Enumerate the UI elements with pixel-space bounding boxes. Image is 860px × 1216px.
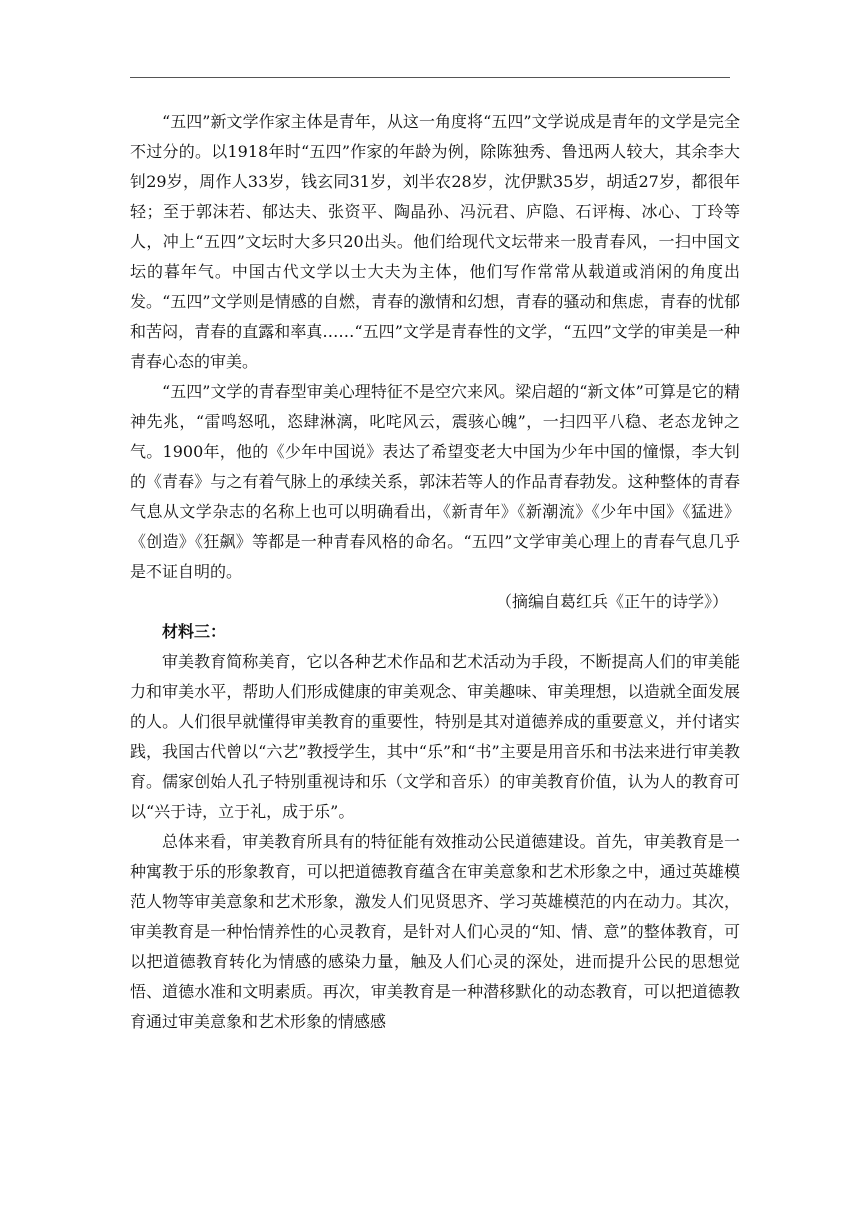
source-citation: （摘编自葛红兵《正午的诗学》） bbox=[495, 592, 728, 611]
header-rule bbox=[130, 77, 730, 78]
document-body bbox=[130, 107, 740, 1037]
paragraph-aesthetic-education: 审美教育简称美育，它以各种艺术作品和艺术活动为手段，不断提高人们的审美能力和审美水平，帮助人们形成健康的审美观念、审美趣味、审美理想，以造就全面发展的人。人们很早就懂得审美教育的重要性，特别是其对道德养成的重要意义，并付诸实践，我国古代曾以“六艺”教授学生，其中“乐”和“书”主要是用音乐和书法来进行审美教育。儒家创始人孔子特别重视诗和乐（文学和音乐）的审美教育价值，认为人的教育可以“兴于诗，立于礼，成于乐”。 bbox=[130, 652, 740, 821]
paragraph-youth-aesthetics: “五四”文学的青春型审美心理特征不是空穴来风。梁启超的“新文体”可算是它的精神先兆，“雷鸣怒吼，恣肆淋漓，叱咤风云，震骇心魄”，一扫四平八稳、老态龙钟之气。1900年，他的《少年中国说》表达了希望变老大中国为少年中国的憧憬，李大钊的《青春》与之有着气脉上的承续关系，郭沫若等人的作品青春勃发。这种整体的青春气息从文学杂志的名称上也可以明确看出，《新青年》《新潮流》《少年中国》《猛进》《创造》《狂飙》等都是一种青春风格的命名。“五四”文学审美心理上的青春气息几乎是不证自明的。 bbox=[130, 382, 740, 581]
paragraph-youth-writers: “五四”新文学作家主体是青年，从这一角度将“五四”文学说成是青年的文学是完全不过分的。以1918年时“五四”作家的年龄为例，除陈独秀、鲁迅两人较大，其余李大钊29岁，周作人33岁，钱玄同31岁，刘半农28岁，沈伊默35岁，胡适27岁，都很年轻；至于郭沫若、郁达夫、张资平、陶晶孙、冯沅君、庐隐、石评梅、冰心、丁玲等人，冲上“五四”文坛时大多只20出头。他们给现代文坛带来一股青春风，一扫中国文坛的暮年气。中国古代文学以士大夫为主体，他们写作常常从载道或消闲的角度出发。“五四”文学则是情感的自燃，青春的激情和幻想，青春的骚动和焦虑，青春的忧郁和苦闷，青春的直露和率真……“五四”文学是青春性的文学，“五四”文学的审美是一种青春心态的审美。 bbox=[130, 112, 740, 371]
material-three-heading: 材料三： bbox=[162, 622, 227, 641]
paragraph-moral-construction: 总体来看，审美教育所具有的特征能有效推动公民道德建设。首先，审美教育是一种寓教于乐的形象教育，可以把道德教育蕴含在审美意象和艺术形象之中，通过英雄模范人物等审美意象和艺术形象，激发人们见贤思齐、学习英雄模范的内在动力。其次，审美教育是一种怡情养性的心灵教育，是针对人们心灵的“知、情、意”的整体教育，可以把道德教育转化为情感的感染力量，触及人们心灵的深处，进而提升公民的思想觉悟、道德水准和文明素质。再次，审美教育是一种潜移默化的动态教育，可以把道德教育通过审美意象和艺术形象的情感感 bbox=[130, 832, 740, 1031]
